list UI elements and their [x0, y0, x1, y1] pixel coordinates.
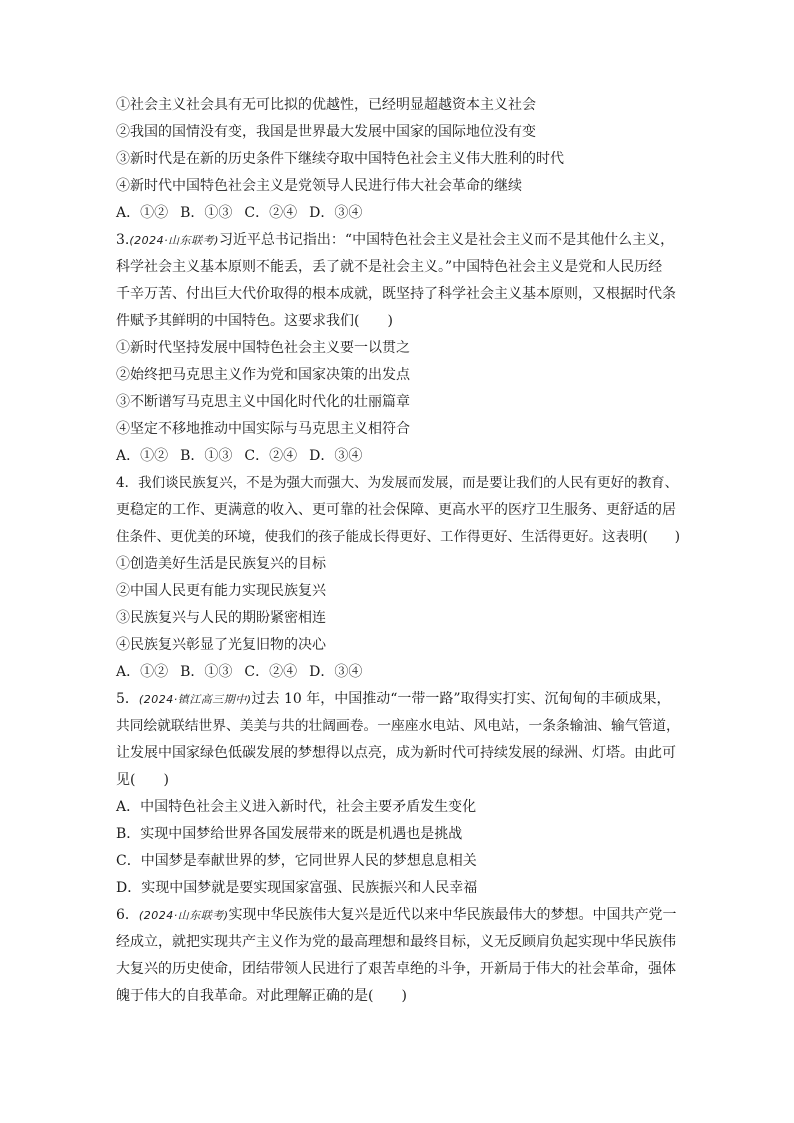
q2-options — [116, 200, 681, 227]
q3-option-a: A．①② — [116, 448, 169, 464]
q4-options — [116, 659, 681, 686]
q4-item-4: ④民族复兴彰显了光复旧物的决心 — [116, 637, 326, 653]
q4-stem-line-3: 住条件、更优美的环境，使我们的孩子能成长得更好、工作得更好、生活得更好。这表明( ) — [116, 529, 681, 545]
q3-stem-text-1: 习近平总书记指出：“中国特色社会主义是社会主义而不是其他什么主义， — [218, 232, 675, 248]
q6-stem-line-3: 大复兴的历史使命，团结带领人民进行了艰苦卓绝的斗争，开新局于伟大的社会革命，强体 — [116, 961, 676, 977]
q5-number: 5． — [116, 691, 139, 707]
q4-stem-line-1: 4．我们谈民族复兴，不是为强大而强大、为发展而发展，而是要让我们的人民有更好的教育、 — [116, 475, 679, 491]
q2-option-d: D．③④ — [309, 205, 363, 221]
q5-stem-text-1: 过去 10 年，中国推动“一带一路”取得实打实、沉甸甸的丰硕成果， — [251, 691, 671, 707]
q5-choice-d: D．实现中国梦就是要实现国家富强、民族振兴和人民幸福 — [116, 880, 478, 896]
q5-stem-line-3: 让发展中国家绿色低碳发展的梦想得以点亮，成为新时代可持续发展的绿洲、灯塔。由此可 — [116, 745, 676, 761]
q4-option-b: B．①③ — [180, 664, 233, 680]
q3-option-b: B．①③ — [180, 448, 233, 464]
q3-item-4: ④坚定不移地推动中国实际与马克思主义相符合 — [116, 421, 410, 437]
q4-option-d: D．③④ — [309, 664, 363, 680]
q5-stem-line-4: 见( ) — [116, 772, 169, 788]
q5-choice-c: C．中国梦是奉献世界的梦，它同世界人民的梦想息息相关 — [116, 853, 477, 869]
q6-stem-line-2: 经成立，就把实现共产主义作为党的最高理想和最终目标，义无反顾肩负起实现中华民族伟 — [116, 934, 676, 950]
q5-choice-a: A．中国特色社会主义进入新时代，社会主要矛盾发生变化 — [116, 799, 477, 815]
q3-options — [116, 443, 681, 470]
q2-item-3: ③新时代是在新的历史条件下继续夺取中国特色社会主义伟大胜利的时代 — [116, 151, 564, 167]
q5-stem-line-2: 共同绘就联结世界、美美与共的壮阔画卷。一座座水电站、风电站，一条条输油、输气管道， — [116, 718, 680, 734]
q4-item-2: ②中国人民更有能力实现民族复兴 — [116, 583, 326, 599]
q6-number: 6． — [116, 907, 139, 923]
q2-item-4: ④新时代中国特色社会主义是党领导人民进行伟大社会革命的继续 — [116, 178, 522, 194]
q5-stem-line-1 — [116, 686, 681, 713]
q4-option-a: A．①② — [116, 664, 169, 680]
q3-option-d: D．③④ — [309, 448, 363, 464]
question-content — [116, 92, 681, 1010]
q5-choice-b: B．实现中国梦给世界各国发展带来的既是机遇也是挑战 — [116, 826, 463, 842]
q3-option-c: C．②④ — [244, 448, 298, 464]
q3-source: (2024·山东联考) — [129, 234, 219, 247]
q3-item-3: ③不断谱写马克思主义中国化时代化的壮丽篇章 — [116, 394, 410, 410]
q6-stem-line-4: 魄于伟大的自我革命。对此理解正确的是( ) — [116, 988, 407, 1004]
q4-item-1: ①创造美好生活是民族复兴的目标 — [116, 556, 326, 572]
q6-stem-text-1: 实现中华民族伟大复兴是近代以来中华民族最伟大的梦想。中国共产党一 — [228, 907, 677, 923]
q4-item-3: ③民族复兴与人民的期盼紧密相连 — [116, 610, 326, 626]
q6-source: (2024·山东联考) — [138, 909, 229, 922]
q3-stem-line-3: 千辛万苦、付出巨大代价取得的根本成就，既坚持了科学社会主义基本原则，又根据时代条 — [116, 286, 676, 302]
q3-item-2: ②始终把马克思主义作为党和国家决策的出发点 — [116, 367, 410, 383]
q4-option-c: C．②④ — [244, 664, 298, 680]
q2-option-c: C．②④ — [244, 205, 298, 221]
q3-number: 3. — [116, 232, 130, 248]
q2-item-2: ②我国的国情没有变，我国是世界最大发展中国家的国际地位没有变 — [116, 124, 536, 140]
q3-stem-line-1 — [116, 227, 681, 254]
q2-item-1: ①社会主义社会具有无可比拟的优越性，已经明显超越资本主义社会 — [116, 97, 536, 113]
q2-option-a: A．①② — [116, 205, 169, 221]
q6-stem-line-1 — [116, 902, 681, 929]
q2-option-b: B．①③ — [180, 205, 233, 221]
q3-item-1: ①新时代坚持发展中国特色社会主义要一以贯之 — [116, 340, 410, 356]
q3-stem-line-2: 科学社会主义基本原则不能丢，丢了就不是社会主义。”中国特色社会主义是党和人民历经 — [116, 259, 663, 275]
q3-stem-line-4: 件赋予其鲜明的中国特色。这要求我们( ) — [116, 313, 393, 329]
q4-stem-line-2: 更稳定的工作、更满意的收入、更可靠的社会保障、更高水平的医疗卫生服务、更舒适的居 — [116, 502, 676, 518]
q5-source: (2024·镇江高三期中) — [138, 693, 252, 706]
